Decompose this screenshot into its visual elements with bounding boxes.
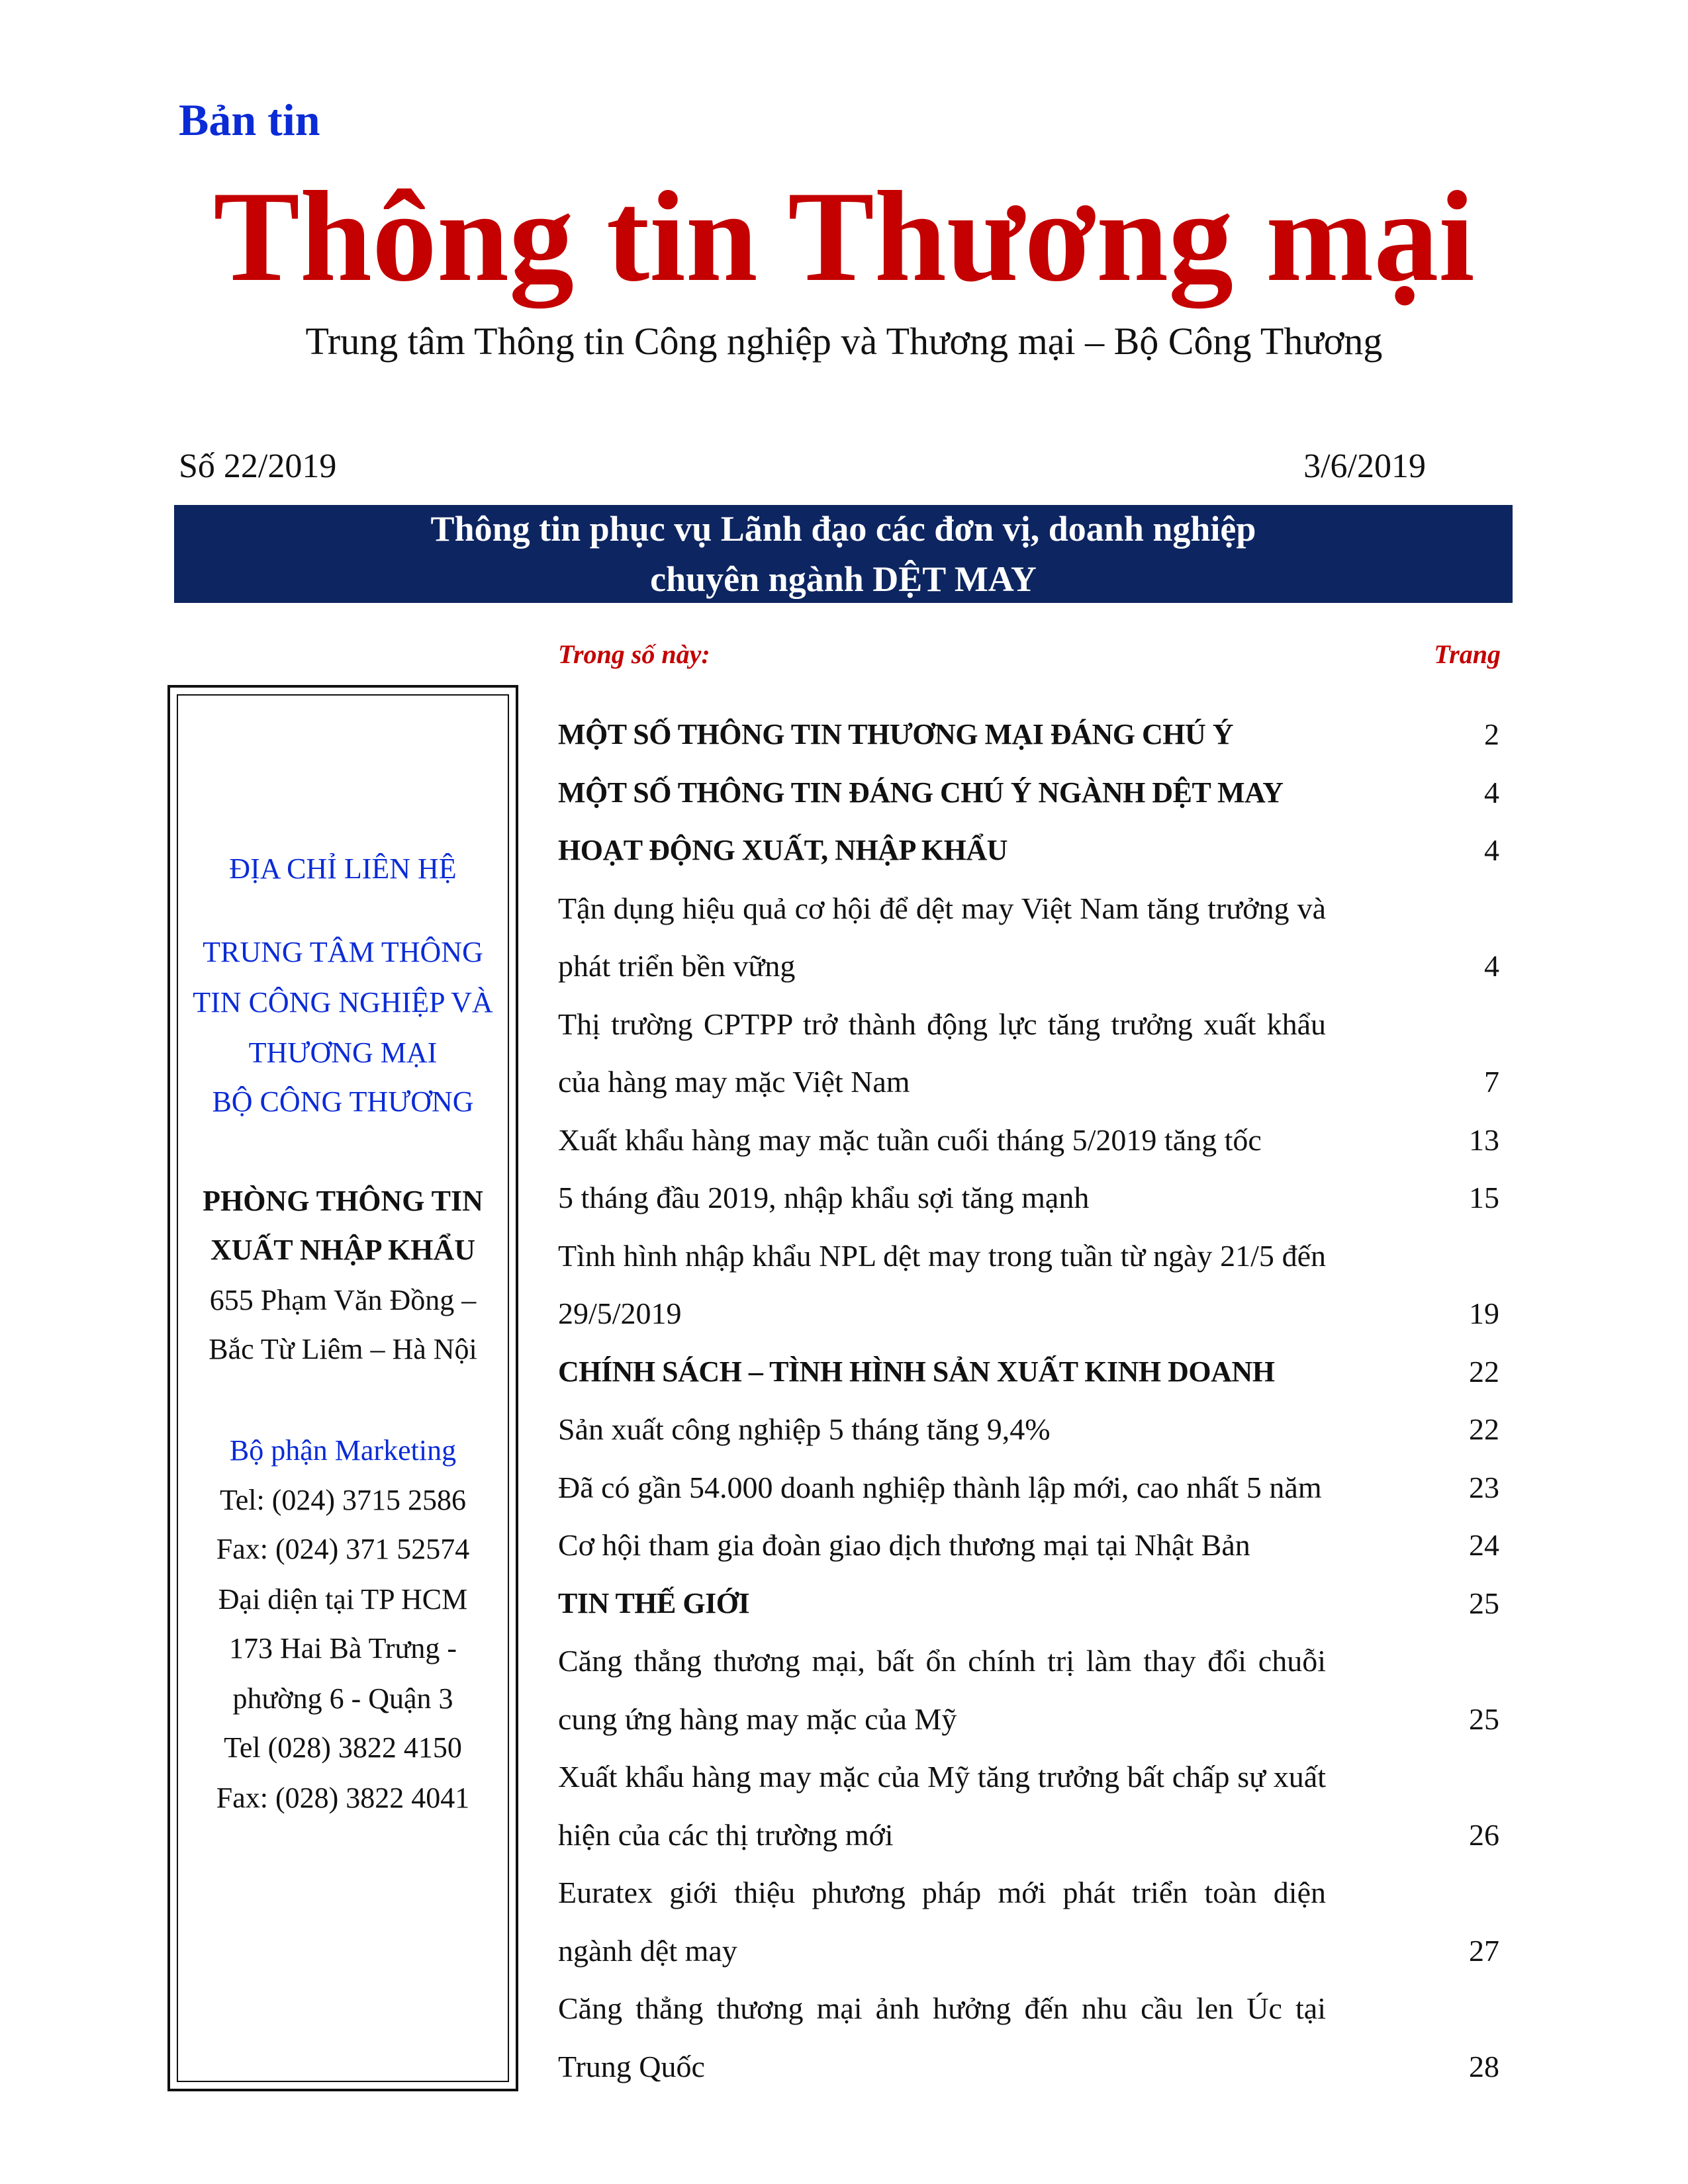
marketing-fax: Fax: (024) 371 52574 — [216, 1533, 470, 1565]
toc-item-page: 19 — [1469, 1297, 1499, 1330]
org-line-2: TIN CÔNG NGHIỆP VÀ — [193, 986, 493, 1019]
toc-item-title: Xuất khẩu hàng may mặc tuần cuối tháng 5/2019 tăng tốc — [558, 1122, 1262, 1157]
org-line-4: BỘ CÔNG THƯƠNG — [212, 1085, 474, 1118]
org-line-3: THƯƠNG MẠI — [248, 1036, 438, 1069]
toc-item[interactable] — [558, 1343, 1499, 1401]
dept-line-1: PHÒNG THÔNG TIN — [203, 1185, 483, 1217]
toc-item-title: Tình hình nhập khẩu NPL dệt may trong tuần từ ngày 21/5 đến 29/5/2019 — [558, 1238, 1326, 1330]
toc-item-page: 23 — [1469, 1470, 1499, 1504]
toc-item[interactable] — [558, 1516, 1499, 1574]
issue-date: 3/6/2019 — [1303, 447, 1426, 485]
contact-heading: ĐỊA CHỈ LIÊN HỆ — [229, 852, 457, 885]
toc-item-title: TIN THẾ GIỚI — [558, 1586, 750, 1619]
toc-item-page: 4 — [1484, 833, 1499, 867]
hcm-fax: Fax: (028) 3822 4041 — [216, 1782, 470, 1814]
toc-item-title: Sản xuất công nghiệp 5 tháng tăng 9,4% — [558, 1412, 1051, 1446]
toc-item[interactable] — [558, 1979, 1499, 2095]
toc-item-title: CHÍNH SÁCH – TÌNH HÌNH SẢN XUẤT KINH DOANH — [558, 1355, 1275, 1388]
toc-item[interactable] — [558, 1748, 1499, 1864]
toc-heading: Trong số này: — [558, 639, 710, 669]
toc-item-title: Xuất khẩu hàng may mặc của Mỹ tăng trưởng bất chấp sự xuất hiện của các thị trường mới — [558, 1760, 1326, 1852]
toc-item[interactable] — [558, 1169, 1499, 1227]
toc-item-page: 25 — [1469, 1702, 1499, 1736]
hcm-tel: Tel (028) 3822 4150 — [224, 1731, 462, 1764]
address-line-1: 655 Phạm Văn Đồng – — [209, 1284, 477, 1316]
publisher-subtitle: Trung tâm Thông tin Công nghiệp và Thương mại – Bộ Công Thương — [305, 320, 1383, 363]
toc-item-page: 15 — [1469, 1181, 1499, 1214]
toc-item[interactable] — [558, 1864, 1499, 1979]
contact-box — [167, 685, 518, 2091]
banner-line-2: chuyên ngành DỆT MAY — [650, 559, 1037, 599]
audience-banner — [174, 505, 1513, 603]
toc-item-title: MỘT SỐ THÔNG TIN ĐÁNG CHÚ Ý NGÀNH DỆT MAY — [558, 776, 1284, 809]
toc-item-page: 13 — [1469, 1122, 1499, 1157]
toc-item-title: Căng thẳng thương mại, bất ổn chính trị làm thay đổi chuỗi cung ứng hàng may mặc của Mỹ — [558, 1644, 1326, 1736]
toc-item-title: Đã có gần 54.000 doanh nghiệp thành lập mới, cao nhất 5 năm — [558, 1470, 1322, 1504]
toc-item[interactable] — [558, 1632, 1499, 1748]
toc-item[interactable] — [558, 1227, 1499, 1343]
marketing-label: Bộ phận Marketing — [229, 1434, 457, 1467]
banner-line-1: Thông tin phục vụ Lãnh đạo các đơn vị, doanh nghiệp — [430, 509, 1256, 549]
toc-item-title: MỘT SỐ THÔNG TIN THƯƠNG MẠI ĐÁNG CHÚ Ý — [558, 718, 1234, 751]
bulletin-label: Bản tin — [179, 95, 320, 145]
toc-item-page: 4 — [1484, 775, 1499, 809]
toc-item[interactable] — [558, 1400, 1499, 1459]
publication-title: Thông tin Thương mại — [213, 165, 1475, 308]
toc-item[interactable] — [558, 880, 1499, 995]
toc-item[interactable] — [558, 995, 1499, 1111]
toc-item[interactable] — [558, 1574, 1499, 1633]
toc-item-title: Cơ hội tham gia đoàn giao dịch thương mại tại Nhật Bản — [558, 1528, 1250, 1562]
toc-item-page: 22 — [1469, 1412, 1499, 1446]
toc-item-page: 28 — [1469, 2049, 1499, 2083]
org-line-1: TRUNG TÂM THÔNG — [203, 936, 483, 968]
hcm-address-2: phường 6 - Quận 3 — [232, 1682, 453, 1715]
toc-item[interactable] — [558, 1111, 1499, 1169]
toc-item-page: 26 — [1469, 1817, 1499, 1852]
hcm-address-1: 173 Hai Bà Trưng - — [228, 1632, 457, 1664]
toc-item-title: Căng thẳng thương mại ảnh hưởng đến nhu cầu len Úc tại Trung Quốc — [558, 1991, 1326, 2083]
marketing-tel: Tel: (024) 3715 2586 — [219, 1484, 467, 1516]
toc-item[interactable] — [558, 764, 1499, 822]
hcm-rep-label: Đại diện tại TP HCM — [218, 1583, 468, 1615]
toc-item-page: 22 — [1469, 1354, 1499, 1388]
toc-item-page: 24 — [1469, 1528, 1499, 1562]
contact-box-inner-border — [177, 694, 509, 2082]
toc-item[interactable] — [558, 705, 1499, 764]
toc-item-title: Tận dụng hiệu quả cơ hội để dệt may Việt Nam tăng trưởng và phát triển bền vững — [558, 891, 1326, 983]
toc-item-title: HOẠT ĐỘNG XUẤT, NHẬP KHẨU — [558, 834, 1008, 866]
toc-item-page: 25 — [1469, 1586, 1499, 1620]
toc-item[interactable] — [558, 821, 1499, 880]
toc-item-page: 2 — [1484, 717, 1499, 751]
toc-page-heading: Trang — [1434, 639, 1501, 669]
toc-item-title: Euratex giới thiệu phương pháp mới phát triển toàn diện ngành dệt may — [558, 1876, 1326, 1968]
toc-item-title: Thị trường CPTPP trở thành động lực tăng trưởng xuất khẩu của hàng may mặc Việt Nam — [558, 1007, 1326, 1099]
toc-item-page: 4 — [1484, 949, 1499, 983]
toc-item-page: 27 — [1469, 1933, 1499, 1968]
dept-line-2: XUẤT NHẬP KHẨU — [210, 1234, 476, 1266]
toc-item-title: 5 tháng đầu 2019, nhập khẩu sợi tăng mạnh — [558, 1181, 1090, 1214]
issue-number: Số 22/2019 — [179, 447, 337, 485]
toc-item[interactable] — [558, 1459, 1499, 1517]
address-line-2: Bắc Từ Liêm – Hà Nội — [209, 1333, 477, 1365]
table-of-contents — [558, 705, 1499, 2095]
toc-item-page: 7 — [1484, 1065, 1499, 1099]
